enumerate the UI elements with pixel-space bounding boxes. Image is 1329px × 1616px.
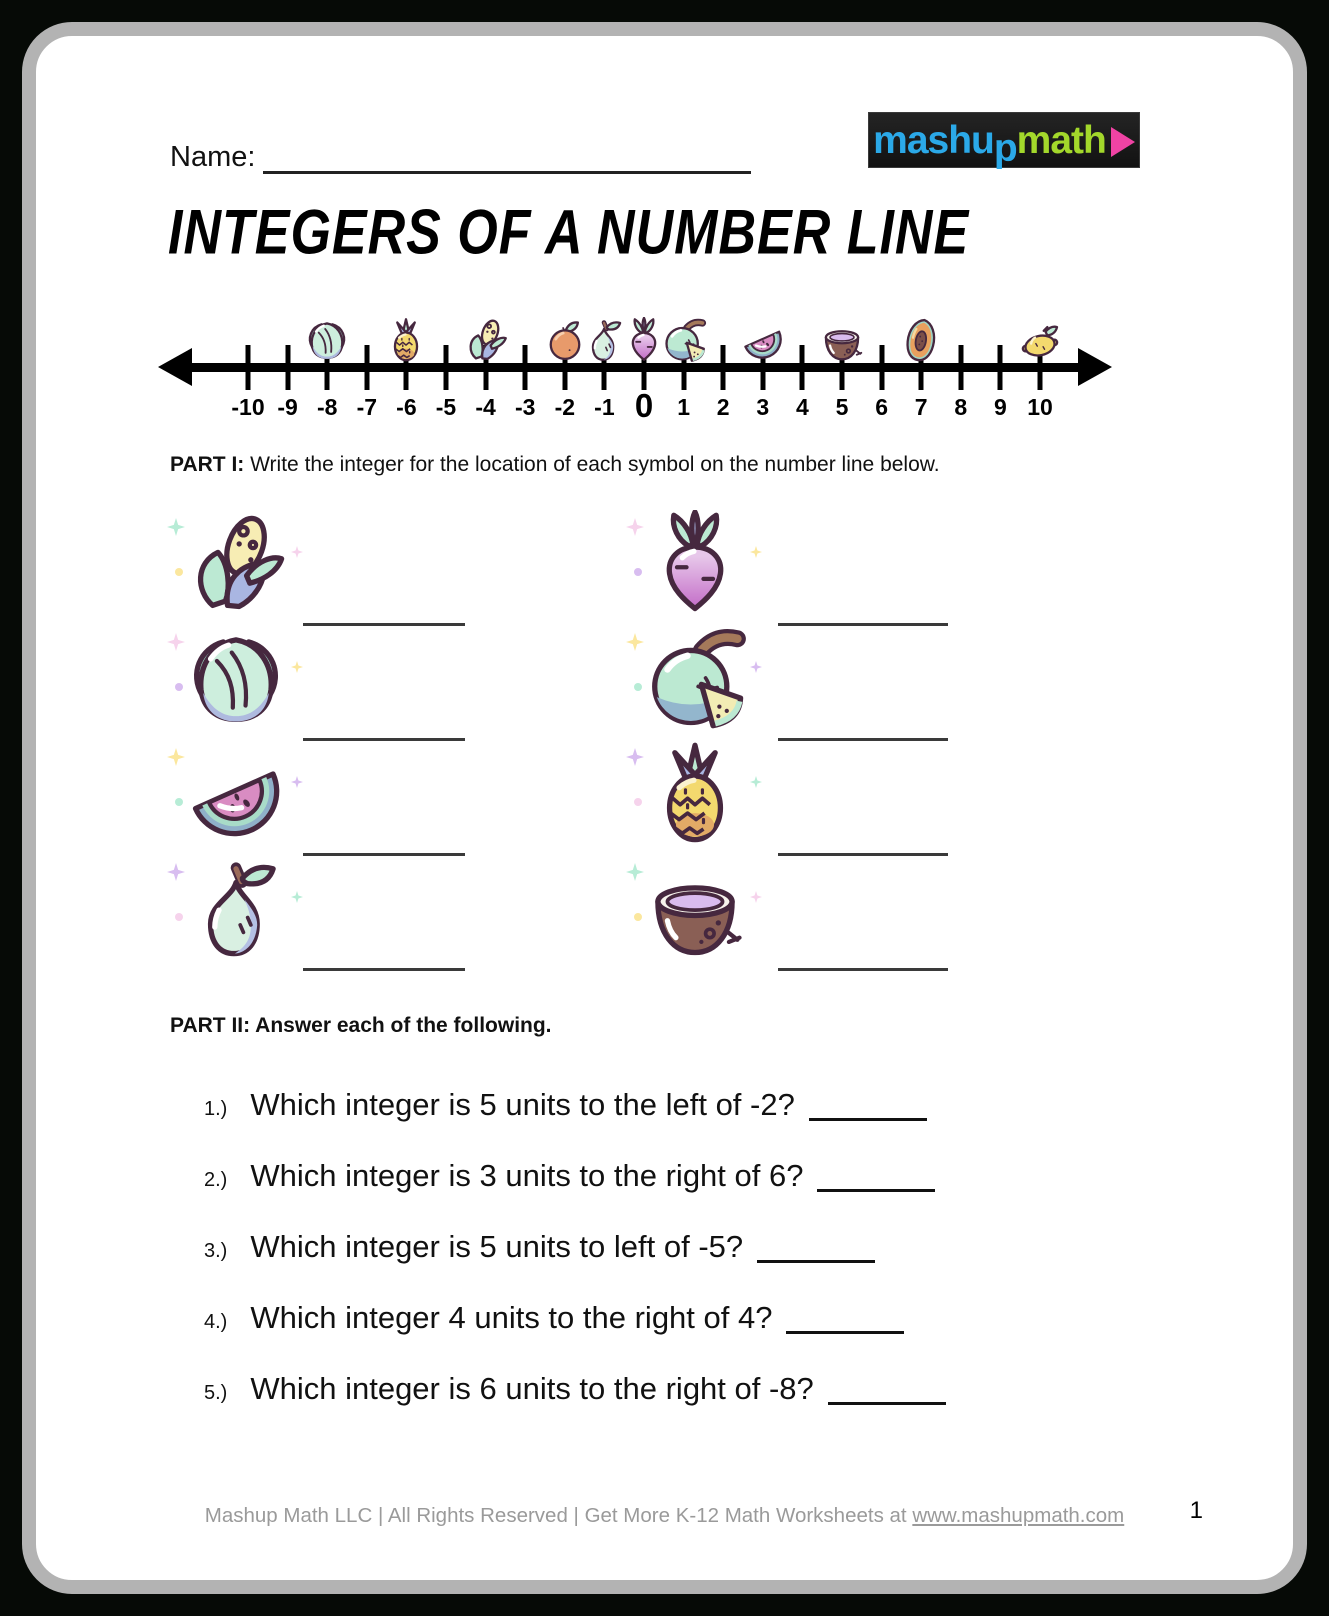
part2-answer-blank[interactable]	[786, 1301, 904, 1334]
coconut-icon	[642, 855, 748, 961]
part1-answer-blank[interactable]	[778, 968, 948, 971]
question-text: Which integer 4 units to the right of 4?	[250, 1300, 773, 1335]
logo-text-p: p	[993, 126, 1017, 170]
part1-answer-blank[interactable]	[778, 623, 948, 626]
tick-label: 3	[756, 394, 770, 420]
part1-answer-blank[interactable]	[303, 968, 465, 971]
tick-mark	[958, 345, 963, 390]
name-label: Name:	[170, 141, 256, 173]
watermelon-icon	[183, 740, 289, 846]
part2-questions	[204, 1082, 1184, 1502]
tick-label: 0	[634, 387, 654, 424]
tick-label: -3	[514, 394, 536, 420]
tick-label: -2	[554, 394, 576, 420]
question-text: Which integer is 5 units to the left of -2?	[250, 1087, 795, 1122]
tick-label: 9	[993, 394, 1007, 420]
part1-heading-label: PART I:	[170, 453, 245, 476]
tick-label: 6	[875, 394, 888, 420]
question-number: 1.)	[204, 1098, 228, 1120]
part1-answer-blank[interactable]	[303, 738, 465, 741]
tick-mark	[800, 345, 805, 390]
tick-label: -8	[316, 394, 338, 420]
sparkle-dot-icon	[634, 798, 642, 806]
part2-answer-blank[interactable]	[817, 1159, 935, 1192]
mashupmath-logo	[868, 112, 1140, 168]
watermelon-icon	[740, 316, 786, 364]
footer-link[interactable]: www.mashupmath.com	[912, 1504, 1125, 1527]
part1-answer-blank[interactable]	[303, 853, 465, 856]
tick-label: 1	[677, 394, 690, 420]
tick-label: 7	[914, 394, 928, 420]
sparkle-icon	[750, 891, 762, 903]
radish-icon	[642, 510, 748, 616]
number-line	[160, 308, 1110, 433]
part1-answer-blank[interactable]	[778, 738, 948, 741]
worksheet-title: INTEGERS OF A NUMBER LINE	[168, 197, 970, 268]
sparkle-icon	[750, 776, 762, 788]
tick-label: 5	[835, 394, 849, 420]
sparkle-dot-icon	[175, 913, 183, 921]
tick-label: 4	[795, 394, 809, 420]
question-row	[204, 1082, 927, 1123]
part2-answer-blank[interactable]	[809, 1088, 927, 1121]
part2-answer-blank[interactable]	[757, 1230, 875, 1263]
sparkle-icon	[291, 776, 303, 788]
cabbage-icon	[304, 316, 350, 364]
tick-label: -6	[396, 394, 417, 420]
question-number: 4.)	[204, 1311, 228, 1333]
part1-answer-blank[interactable]	[303, 623, 465, 626]
logo-text-math: math	[1016, 118, 1106, 162]
question-row	[204, 1295, 904, 1336]
part1-heading-text: Write the integer for the location of each symbol on the number line below.	[244, 453, 940, 476]
tick-label: -4	[475, 394, 496, 420]
pineapple-icon	[642, 740, 748, 846]
tick-label: -10	[231, 394, 265, 420]
melon-icon	[642, 625, 748, 731]
corn-icon	[183, 510, 289, 616]
tick-mark	[364, 345, 369, 390]
sparkle-dot-icon	[634, 683, 642, 691]
pineapple-icon	[383, 316, 429, 364]
tick-label: 8	[954, 394, 968, 420]
question-row	[204, 1366, 946, 1407]
tick-label: -5	[435, 394, 457, 420]
sparkle-dot-icon	[175, 798, 183, 806]
question-number: 2.)	[204, 1169, 228, 1191]
pear-icon	[183, 855, 289, 961]
footer	[36, 1504, 1293, 1528]
name-input-line[interactable]	[263, 141, 751, 174]
sparkle-dot-icon	[634, 913, 642, 921]
tick-mark	[879, 345, 884, 390]
play-arrow-icon	[1111, 127, 1135, 157]
corn-icon	[463, 316, 509, 364]
part1-heading	[170, 453, 940, 477]
logo-text-mashu: mashu	[873, 118, 994, 162]
part1-grid	[170, 491, 1160, 1016]
worksheet-page	[22, 22, 1307, 1594]
sparkle-dot-icon	[634, 568, 642, 576]
tick-mark	[285, 345, 290, 390]
sparkle-icon	[291, 661, 303, 673]
part1-answer-blank[interactable]	[778, 853, 948, 856]
question-text: Which integer is 3 units to the right of 6?	[250, 1158, 804, 1193]
number-line-axis	[184, 363, 1086, 372]
tick-mark	[444, 345, 449, 390]
sparkle-icon	[291, 891, 303, 903]
part2-answer-blank[interactable]	[828, 1372, 946, 1405]
melon-icon	[661, 316, 707, 364]
tick-mark	[721, 345, 726, 390]
question-row	[204, 1224, 875, 1265]
question-text: Which integer is 5 units to left of -5?	[250, 1229, 744, 1264]
sparkle-dot-icon	[175, 683, 183, 691]
sparkle-dot-icon	[175, 568, 183, 576]
question-text: Which integer is 6 units to the right of -8?	[250, 1371, 814, 1406]
tick-mark	[998, 345, 1003, 390]
sparkle-icon	[291, 546, 303, 558]
sparkle-icon	[750, 546, 762, 558]
papaya-icon	[898, 316, 944, 364]
tick-mark	[523, 345, 528, 390]
page-number: 1	[1189, 1497, 1203, 1524]
tick-label: 10	[1027, 394, 1053, 420]
sparkle-icon	[750, 661, 762, 673]
question-number: 3.)	[204, 1240, 228, 1262]
lemon-icon	[1017, 316, 1063, 364]
footer-text: Mashup Math LLC | All Rights Reserved | Get More K-12 Math Worksheets at	[204, 1504, 913, 1527]
cabbage-icon	[183, 625, 289, 731]
part2-heading: PART II: Answer each of the following.	[170, 1014, 552, 1037]
name-row	[170, 140, 751, 174]
tick-label: -7	[356, 394, 378, 420]
question-row	[204, 1153, 935, 1194]
tick-label: -9	[277, 394, 298, 420]
tick-label: 2	[716, 394, 730, 420]
tick-mark	[246, 345, 251, 390]
question-number: 5.)	[204, 1382, 228, 1404]
coconut-icon	[819, 316, 865, 364]
tick-label: -1	[594, 394, 615, 420]
